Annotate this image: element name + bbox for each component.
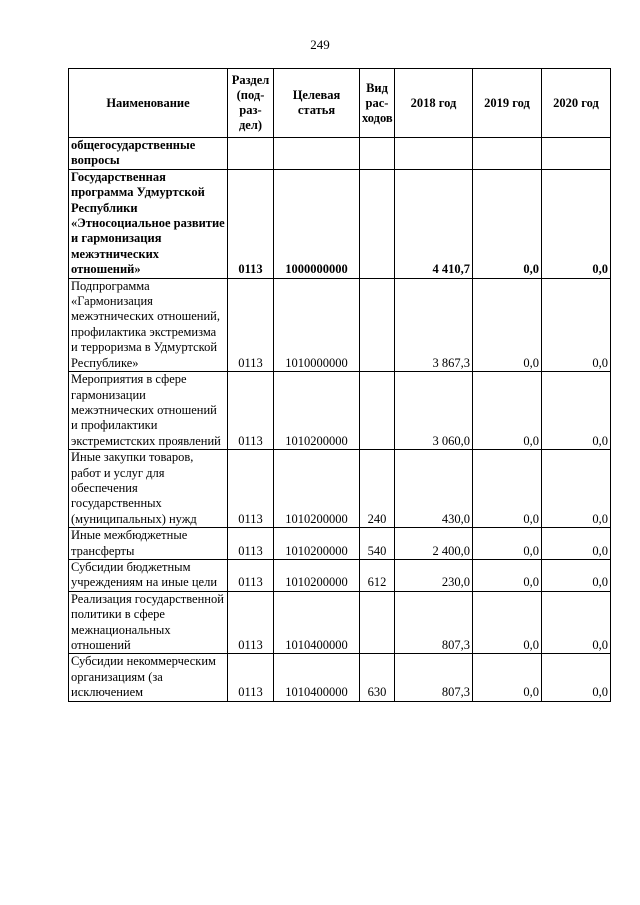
cell-target: 1010200000 — [274, 450, 360, 528]
cell-target: 1010400000 — [274, 591, 360, 654]
cell-section: 0113 — [228, 591, 274, 654]
cell-expense-type — [360, 278, 395, 371]
cell-2018: 3 060,0 — [395, 372, 473, 450]
budget-table — [68, 68, 611, 702]
cell-target: 1010200000 — [274, 528, 360, 560]
cell-expense-type — [360, 169, 395, 278]
cell-target: 1000000000 — [274, 169, 360, 278]
cell-2020: 0,0 — [542, 559, 611, 591]
cell-target: 1010200000 — [274, 559, 360, 591]
header-2019: 2019 год — [473, 69, 542, 138]
cell-2020: 0,0 — [542, 591, 611, 654]
cell-2018: 4 410,7 — [395, 169, 473, 278]
cell-section: 0113 — [228, 169, 274, 278]
table-row — [69, 654, 611, 701]
cell-2019 — [473, 138, 542, 170]
header-target: Целевая статья — [274, 69, 360, 138]
page-number: 249 — [310, 37, 330, 52]
table-row — [69, 278, 611, 371]
cell-2020 — [542, 138, 611, 170]
cell-name: Субсидии бюджетным учреждениям на иные цели — [69, 559, 228, 591]
cell-2020: 0,0 — [542, 654, 611, 701]
table-row — [69, 450, 611, 528]
cell-2019: 0,0 — [473, 591, 542, 654]
header-section: Раздел (под-раз-дел) — [228, 69, 274, 138]
cell-expense-type — [360, 138, 395, 170]
cell-section: 0113 — [228, 654, 274, 701]
cell-2019: 0,0 — [473, 654, 542, 701]
cell-expense-type: 612 — [360, 559, 395, 591]
cell-target: 1010400000 — [274, 654, 360, 701]
cell-expense-type: 630 — [360, 654, 395, 701]
cell-2018: 807,3 — [395, 591, 473, 654]
cell-expense-type: 240 — [360, 450, 395, 528]
cell-2018: 230,0 — [395, 559, 473, 591]
header-row — [69, 69, 611, 138]
cell-expense-type — [360, 591, 395, 654]
cell-2019: 0,0 — [473, 372, 542, 450]
cell-section: 0113 — [228, 559, 274, 591]
cell-target: 1010200000 — [274, 372, 360, 450]
header-2020: 2020 год — [542, 69, 611, 138]
cell-2019: 0,0 — [473, 169, 542, 278]
table-row — [69, 559, 611, 591]
cell-name: Реализация государственной политики в сфере межнациональных отношений — [69, 591, 228, 654]
cell-section: 0113 — [228, 278, 274, 371]
cell-section: 0113 — [228, 450, 274, 528]
cell-target — [274, 138, 360, 170]
cell-expense-type — [360, 372, 395, 450]
table-row — [69, 138, 611, 170]
table-row — [69, 372, 611, 450]
cell-2019: 0,0 — [473, 450, 542, 528]
cell-section — [228, 138, 274, 170]
header-2018: 2018 год — [395, 69, 473, 138]
cell-target: 1010000000 — [274, 278, 360, 371]
cell-2018 — [395, 138, 473, 170]
cell-name: Иные закупки товаров, работ и услуг для обеспечения государственных (муниципальных) нужд — [69, 450, 228, 528]
header-name: Наименование — [69, 69, 228, 138]
cell-name: Мероприятия в сфере гармонизации межэтнических отношений и профилактики экстремистских проявлений — [69, 372, 228, 450]
cell-name: Иные межбюджетные трансферты — [69, 528, 228, 560]
cell-2020: 0,0 — [542, 372, 611, 450]
cell-2018: 3 867,3 — [395, 278, 473, 371]
cell-2020: 0,0 — [542, 278, 611, 371]
cell-name: Подпрограмма «Гармонизация межэтнических отношений, профилактика экстремизма и терроризма в Удмуртской Республике» — [69, 278, 228, 371]
cell-name: Субсидии некоммерческим организациям (за исключением — [69, 654, 228, 701]
cell-2018: 807,3 — [395, 654, 473, 701]
cell-expense-type: 540 — [360, 528, 395, 560]
cell-2019: 0,0 — [473, 278, 542, 371]
cell-name: общегосударственные вопросы — [69, 138, 228, 170]
table-row — [69, 591, 611, 654]
cell-2018: 2 400,0 — [395, 528, 473, 560]
cell-section: 0113 — [228, 528, 274, 560]
cell-2019: 0,0 — [473, 528, 542, 560]
table-row — [69, 169, 611, 278]
cell-2019: 0,0 — [473, 559, 542, 591]
cell-section: 0113 — [228, 372, 274, 450]
cell-2018: 430,0 — [395, 450, 473, 528]
table-row — [69, 528, 611, 560]
cell-2020: 0,0 — [542, 528, 611, 560]
cell-name: Государственная программа Удмуртской Республики «Этносоциальное развитие и гармонизация межэтнических отношений» — [69, 169, 228, 278]
cell-2020: 0,0 — [542, 450, 611, 528]
cell-2020: 0,0 — [542, 169, 611, 278]
header-expense-type: Вид рас-ходов — [360, 69, 395, 138]
